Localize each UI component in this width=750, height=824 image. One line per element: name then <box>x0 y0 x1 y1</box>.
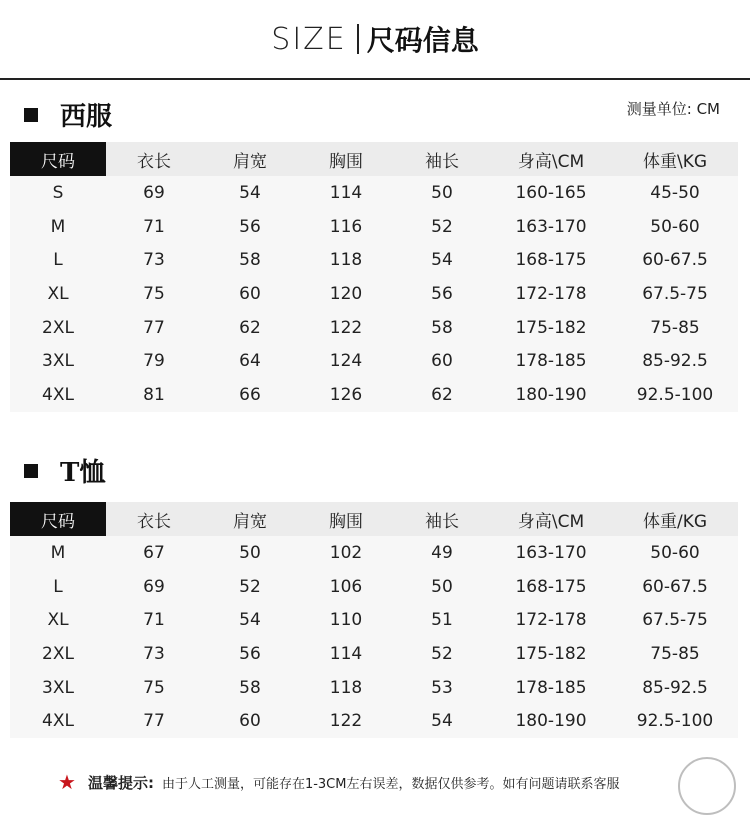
star-icon: ★ <box>58 770 76 794</box>
table-cell: 175-182 <box>515 643 587 664</box>
column-header: 尺码 <box>10 142 106 176</box>
page-title-en: SIZE <box>271 21 347 57</box>
unit-note: 测量单位: CM <box>626 100 720 118</box>
size-cell: M <box>50 542 66 563</box>
table-cell: 50 <box>431 182 453 203</box>
page-title-cn: 尺码信息 <box>366 24 479 57</box>
table-row <box>10 637 738 671</box>
size-cell: 2XL <box>42 317 74 338</box>
table-cell: 54 <box>239 182 261 203</box>
column-header: 身高\CM <box>517 511 585 532</box>
table-row <box>10 570 738 604</box>
table-cell: 56 <box>239 216 261 237</box>
table-cell: 79 <box>143 351 165 372</box>
table-cell: 67.5-75 <box>642 283 708 304</box>
table-cell: 54 <box>431 250 453 271</box>
table-cell: 85-92.5 <box>642 351 708 372</box>
footer-note <box>58 770 619 794</box>
column-header: 肩宽 <box>233 151 267 172</box>
table-cell: 60 <box>431 351 453 372</box>
table-row <box>10 344 738 378</box>
size-cell: XL <box>47 283 69 304</box>
table-cell: 50-60 <box>650 542 700 563</box>
table-row <box>10 243 738 277</box>
table-cell: 54 <box>431 711 453 732</box>
tshirt-section-title <box>24 452 105 489</box>
table-cell: 75-85 <box>650 317 700 338</box>
table-cell: 163-170 <box>515 216 587 237</box>
table-cell: 64 <box>239 351 261 372</box>
table-cell: 56 <box>431 283 453 304</box>
table-cell: 92.5-100 <box>636 711 714 732</box>
footer-text: 由于人工测量，可能存在1-3CM左右误差，数据仅供参考。如有问题请联系客服 <box>161 776 620 792</box>
table-row <box>10 378 738 412</box>
table-cell: 56 <box>239 643 261 664</box>
size-cell: 3XL <box>42 677 74 698</box>
table-cell: 50 <box>431 576 453 597</box>
tshirt-title: T恤 <box>60 458 106 488</box>
suit-size-table <box>10 142 738 412</box>
table-cell: 178-185 <box>515 677 587 698</box>
column-header: 衣长 <box>137 511 171 532</box>
table-row <box>10 603 738 637</box>
table-cell: 160-165 <box>515 182 587 203</box>
table-cell: 124 <box>329 351 363 372</box>
table-cell: 180-190 <box>515 384 587 405</box>
table-cell: 58 <box>431 317 453 338</box>
column-header: 尺码 <box>10 502 106 536</box>
size-cell: 2XL <box>42 643 74 664</box>
size-cell: 3XL <box>42 351 74 372</box>
table-cell: 60 <box>239 283 261 304</box>
table-cell: 122 <box>329 711 363 732</box>
table-cell: 118 <box>329 250 363 271</box>
table-row <box>10 704 738 738</box>
table-cell: 71 <box>143 610 165 631</box>
column-header: 衣长 <box>137 151 171 172</box>
table-cell: 52 <box>431 216 453 237</box>
title-divider <box>357 24 359 54</box>
table-cell: 50 <box>239 542 261 563</box>
table-cell: 75-85 <box>650 643 700 664</box>
table-cell: 62 <box>431 384 453 405</box>
column-header: 胸围 <box>329 511 363 532</box>
table-cell: 73 <box>143 643 165 664</box>
table-cell: 77 <box>143 317 165 338</box>
table-cell: 71 <box>143 216 165 237</box>
column-header: 身高\CM <box>517 151 585 172</box>
table-cell: 75 <box>143 283 165 304</box>
table-row <box>10 671 738 705</box>
table-cell: 66 <box>239 384 261 405</box>
table-cell: 114 <box>329 643 363 664</box>
table-cell: 110 <box>329 610 363 631</box>
column-header: 体重\KG <box>642 151 708 172</box>
suit-section-title <box>24 96 112 133</box>
table-cell: 67.5-75 <box>642 610 708 631</box>
table-cell: 51 <box>431 610 453 631</box>
table-cell: 168-175 <box>515 250 587 271</box>
table-cell: 172-178 <box>515 283 587 304</box>
table-cell: 67 <box>143 542 165 563</box>
table-cell: 45-50 <box>650 182 700 203</box>
table-cell: 85-92.5 <box>642 677 708 698</box>
size-cell: 4XL <box>42 384 74 405</box>
table-cell: 106 <box>329 576 363 597</box>
header-row <box>10 142 738 176</box>
table-cell: 60-67.5 <box>642 250 708 271</box>
table-cell: 58 <box>239 250 261 271</box>
size-cell: 4XL <box>42 711 74 732</box>
watermark-stamp <box>678 757 736 815</box>
table-cell: 60 <box>239 711 261 732</box>
table-cell: 180-190 <box>515 711 587 732</box>
header-rule <box>0 78 750 80</box>
table-cell: 92.5-100 <box>636 384 714 405</box>
column-header: 袖长 <box>425 151 459 172</box>
table-cell: 118 <box>329 677 363 698</box>
table-cell: 49 <box>431 542 453 563</box>
table-cell: 73 <box>143 250 165 271</box>
table-cell: 122 <box>329 317 363 338</box>
table-row <box>10 176 738 210</box>
table-cell: 75 <box>143 677 165 698</box>
table-cell: 58 <box>239 677 261 698</box>
table-cell: 163-170 <box>515 542 587 563</box>
header-row <box>10 502 738 536</box>
table-cell: 178-185 <box>515 351 587 372</box>
column-header: 肩宽 <box>233 511 267 532</box>
column-header: 袖长 <box>425 511 459 532</box>
table-cell: 69 <box>143 182 165 203</box>
size-cell: XL <box>47 610 69 631</box>
table-row <box>10 277 738 311</box>
square-bullet-icon <box>24 464 38 478</box>
size-cell: L <box>53 250 63 271</box>
table-cell: 69 <box>143 576 165 597</box>
column-header: 体重/KG <box>642 511 708 532</box>
table-cell: 53 <box>431 677 453 698</box>
column-header: 胸围 <box>329 151 363 172</box>
square-bullet-icon <box>24 108 38 122</box>
table-cell: 50-60 <box>650 216 700 237</box>
table-cell: 77 <box>143 711 165 732</box>
tshirt-size-table <box>10 502 738 738</box>
table-cell: 52 <box>431 643 453 664</box>
page-header <box>0 0 750 78</box>
footer-label: 温馨提示: <box>87 773 154 792</box>
table-cell: 116 <box>329 216 363 237</box>
table-cell: 60-67.5 <box>642 576 708 597</box>
table-cell: 126 <box>329 384 363 405</box>
table-cell: 81 <box>143 384 165 405</box>
table-cell: 114 <box>329 182 363 203</box>
size-cell: S <box>52 182 64 203</box>
table-cell: 102 <box>329 542 363 563</box>
table-cell: 120 <box>329 283 363 304</box>
table-row <box>10 210 738 244</box>
table-cell: 172-178 <box>515 610 587 631</box>
size-cell: L <box>53 576 63 597</box>
table-cell: 175-182 <box>515 317 587 338</box>
table-row <box>10 311 738 345</box>
size-cell: M <box>50 216 66 237</box>
table-cell: 168-175 <box>515 576 587 597</box>
table-cell: 52 <box>239 576 261 597</box>
suit-title: 西服 <box>60 102 113 132</box>
table-cell: 62 <box>239 317 261 338</box>
table-row <box>10 536 738 570</box>
table-cell: 54 <box>239 610 261 631</box>
